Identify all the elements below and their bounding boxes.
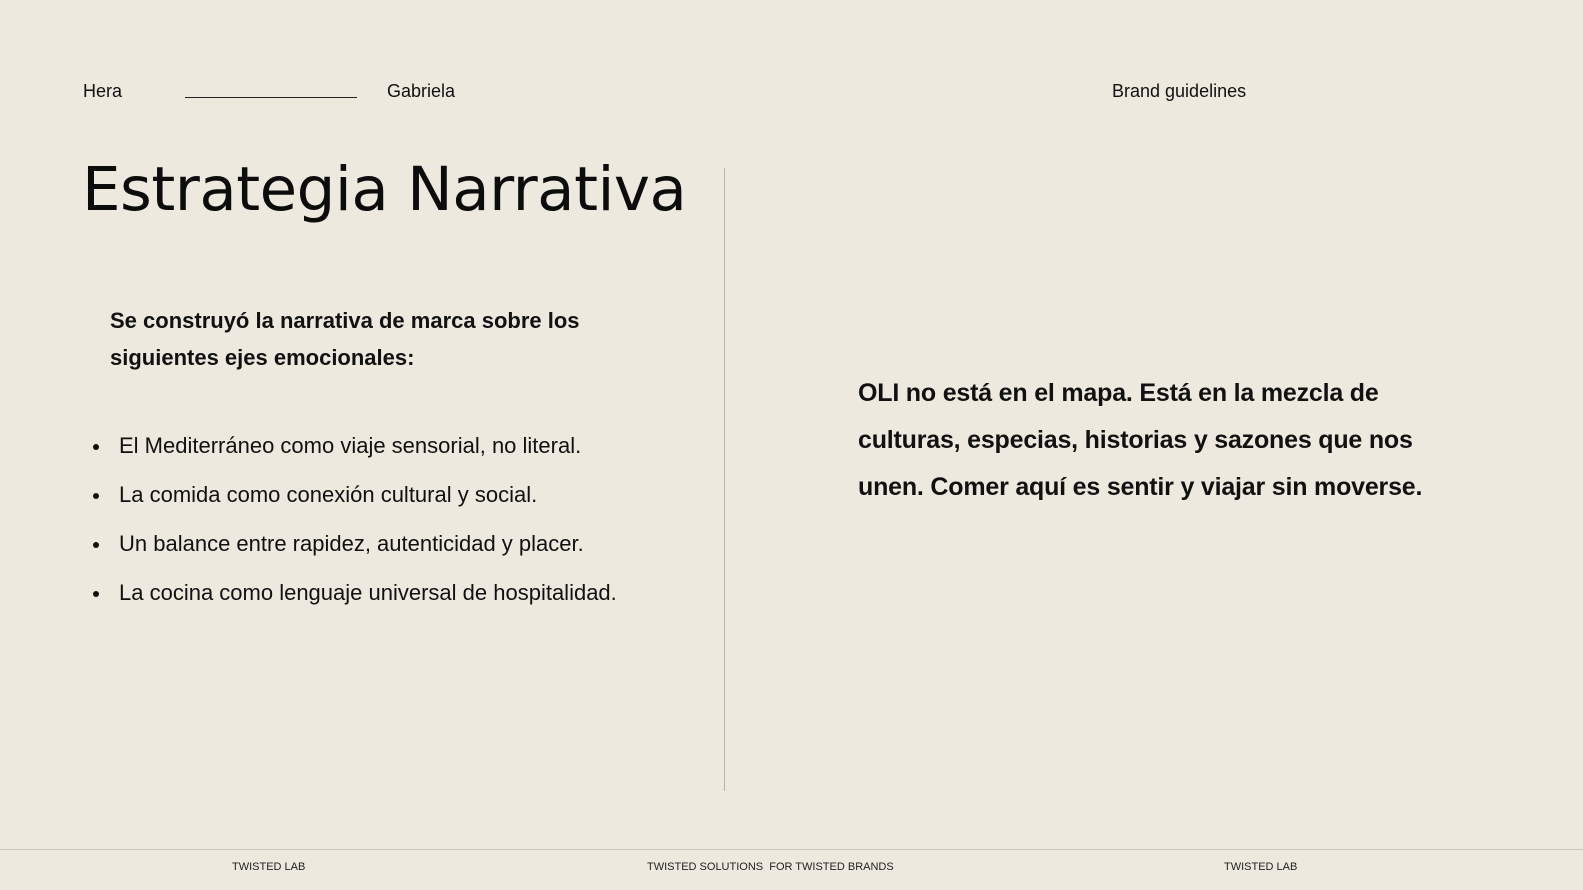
footer-tagline: TWISTED SOLUTIONS FOR TWISTED BRANDS xyxy=(647,861,894,873)
list-item xyxy=(93,470,713,519)
bullet-icon xyxy=(93,444,99,450)
header-author-right: Gabriela xyxy=(387,81,456,101)
bullet-icon xyxy=(93,542,99,548)
list-item-text: La cocina como lenguaje universal de hospitalidad. xyxy=(119,580,617,605)
list-item xyxy=(93,519,713,568)
intro-paragraph: Se construyó la narrativa de marca sobre los siguientes ejes emocionales: xyxy=(110,308,580,370)
brand-quote: OLI no está en el mapa. Está en la mezcla de culturas, especias, historias y sazones que nos unen. Comer aquí es sentir y viajar sin moverse. xyxy=(858,379,1423,501)
footer-divider xyxy=(0,849,1583,850)
list-item-text: El Mediterráneo como viaje sensorial, no literal. xyxy=(119,433,582,458)
header-rule xyxy=(185,97,357,98)
list-item xyxy=(93,421,713,470)
list-item-text: La comida como conexión cultural y social. xyxy=(119,482,538,507)
bullet-icon xyxy=(93,591,99,597)
list-item-text: Un balance entre rapidez, autenticidad y placer. xyxy=(119,531,584,556)
document-title: Brand guidelines xyxy=(1112,81,1247,101)
bullet-icon xyxy=(93,493,99,499)
footer-right-label: TWISTED LAB xyxy=(1224,861,1298,873)
page-title: Estrategia Narrativa xyxy=(82,154,687,225)
column-divider xyxy=(724,168,725,791)
header-author-left: Hera xyxy=(83,81,123,101)
list-item xyxy=(93,568,713,617)
emotional-pillars-list xyxy=(93,421,713,617)
footer-left-label: TWISTED LAB xyxy=(232,861,306,873)
